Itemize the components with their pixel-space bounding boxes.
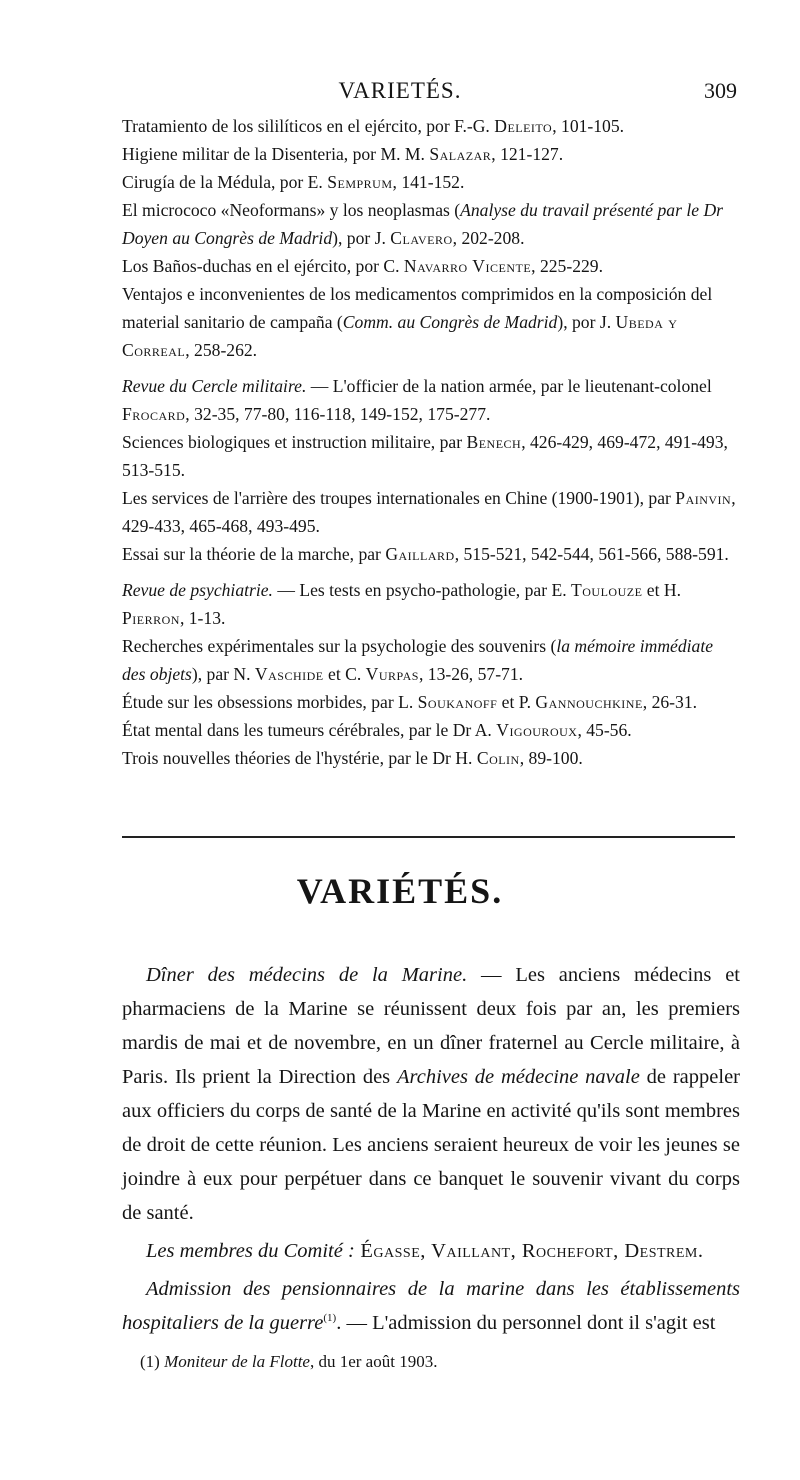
- bib-text: ), por J.: [557, 312, 616, 332]
- footnote-text: , du 1er août 1903.: [309, 1352, 438, 1371]
- bib-author: Salazar: [429, 144, 492, 164]
- bib-author: Painvin: [675, 488, 732, 508]
- bib-text: et P.: [497, 692, 536, 712]
- bib-pages: , 429-433, 465-468, 493-495.: [122, 488, 736, 536]
- bib-author: Colin: [476, 748, 520, 768]
- bib-author: Frocard: [122, 404, 186, 424]
- bib-journal-entry: [122, 576, 740, 632]
- paragraph-heading: Admission des pensionnaires de la marine dans les établissements hospitaliers de la guerre: [122, 1278, 740, 1334]
- bib-text: — L'officier de la nation armée, par le lieutenant-colonel: [306, 376, 712, 396]
- footnote-reference: (1): [323, 1312, 337, 1325]
- bib-pages: , 426-429, 469-472, 491-493, 513-515.: [122, 432, 728, 480]
- paragraph-heading: Dîner des médecins de la Marine.: [146, 964, 468, 986]
- bib-text: et C.: [323, 664, 366, 684]
- article-body: [122, 958, 740, 1340]
- bib-author: Gaillard: [385, 544, 455, 564]
- footnote: [140, 1352, 437, 1372]
- bib-entry: [122, 280, 740, 364]
- bib-entry: [122, 688, 740, 716]
- bib-pages: , 89-100.: [519, 748, 583, 768]
- bib-text: ), par N.: [191, 664, 255, 684]
- bib-author: Benech: [466, 432, 522, 452]
- bib-author: Toulouze: [571, 580, 643, 600]
- bib-pages: , 45-56.: [577, 720, 632, 740]
- section-divider: [122, 836, 735, 838]
- paragraph-text: de rappeler aux officiers du corps de santé de la Marine en activité qu'ils sont membres de droit de cette réunion. Les anciens seraient heureux de voir les jeunes se joindre à eux pour perpétuer dans ce banquet le souvenir vivant du corps de santé.: [122, 1066, 741, 1224]
- bib-pages: , 13-26, 57-71.: [418, 664, 524, 684]
- bib-text: Cirugía de la Médula, por E.: [122, 172, 328, 192]
- journal-title: Revue de psychiatrie.: [122, 580, 273, 600]
- footnote-marker: (1): [140, 1352, 160, 1371]
- bib-pages: , 32-35, 77-80, 116-118, 149-152, 175-277.: [185, 404, 491, 424]
- bib-author: Pierron: [122, 608, 180, 628]
- bib-author: Clavero: [390, 228, 453, 248]
- footnote-source: Moniteur de la Flotte: [164, 1352, 310, 1371]
- bib-author: Navarro Vicente: [403, 256, 532, 276]
- bib-author: Deleito: [494, 116, 553, 136]
- bib-journal-entry: [122, 372, 740, 428]
- bib-entry: [122, 428, 740, 484]
- bib-text: — Les tests en psycho-pathologie, par E.: [272, 580, 571, 600]
- bib-pages: , 141-152.: [392, 172, 465, 192]
- bib-entry: [122, 252, 740, 280]
- bib-text: Trois nouvelles théories de l'hystérie, par le Dr H.: [122, 748, 477, 768]
- bib-pages: , 121-127.: [491, 144, 564, 164]
- bib-text: Les services de l'arrière des troupes internationales en Chine (1900-1901), par: [122, 488, 676, 508]
- bib-text: Ventajos e inconvenientes de los medicamentos comprimidos en la composición del material sanitario de campaña (: [122, 284, 713, 332]
- bib-pages: , 515-521, 542-544, 561-566, 588-591.: [454, 544, 729, 564]
- section-title: VARIÉTÉS.: [296, 871, 504, 911]
- bib-author: Ubeda y Correal: [122, 312, 678, 360]
- bib-pages: , 101-105.: [552, 116, 625, 136]
- paragraph-heading: Les membres du Comité :: [146, 1240, 355, 1262]
- bib-author: Soukanoff: [417, 692, 498, 712]
- bib-entry: [122, 632, 740, 688]
- bib-text: Essai sur la théorie de la marche, par: [122, 544, 386, 564]
- bib-entry: [122, 140, 740, 168]
- paragraph-text: . — L'admission du personnel dont il s'agit est: [336, 1312, 716, 1334]
- page-number: 309: [704, 78, 737, 103]
- paragraph: [122, 958, 740, 1230]
- bibliography: [122, 112, 740, 772]
- bib-italic: Analyse du travail présenté par le Dr Doyen au Congrès de Madrid: [122, 200, 723, 248]
- bib-text: Higiene militar de la Disenteria, por M. M.: [122, 144, 430, 164]
- bib-pages: , 26-31.: [642, 692, 698, 712]
- bib-entry: [122, 196, 740, 252]
- bib-italic: la mémoire immédiate des objets: [122, 636, 714, 684]
- bib-entry: [122, 168, 740, 196]
- journal-title: Revue du Cercle militaire.: [122, 376, 307, 396]
- bib-author: Vigouroux: [496, 720, 578, 740]
- bib-text: État mental dans les tumeurs cérébrales, par le Dr A.: [122, 720, 497, 740]
- bib-author: Gannouchkine: [535, 692, 643, 712]
- paragraph: [122, 1272, 740, 1340]
- bib-entry: [122, 484, 740, 540]
- paragraph: [122, 1234, 740, 1268]
- paragraph-text: — Les anciens médecins et pharmaciens de la Marine se réunissent deux fois par an, les premiers mardis de mai et de novembre, en un dîner fraternel au Cercle militaire, à Paris. Ils prient la Direction des: [122, 964, 741, 1088]
- bib-text: Tratamiento de los sililíticos en el ejército, por F.-G.: [122, 116, 495, 136]
- bib-text: et H.: [642, 580, 682, 600]
- bib-entry: [122, 716, 740, 744]
- bib-pages: , 258-262.: [185, 340, 258, 360]
- bib-entry: [122, 540, 740, 568]
- bib-pages: , 202-208.: [452, 228, 525, 248]
- bib-author: Vurpas: [365, 664, 419, 684]
- bib-text: El micrococo «Neoformans» y los neoplasmas (: [122, 200, 461, 220]
- bib-text: Étude sur les obsessions morbides, par L.: [122, 692, 418, 712]
- bib-author: Semprum: [327, 172, 393, 192]
- bib-text: Sciences biologiques et instruction militaire, par: [122, 432, 467, 452]
- bib-text: ), por J.: [332, 228, 391, 248]
- bib-pages: , 225-229.: [531, 256, 603, 276]
- committee-names: Égasse, Vaillant, Rochefort, Destrem.: [354, 1240, 704, 1262]
- bib-entry: [122, 112, 740, 140]
- bib-author: Vaschide: [254, 664, 324, 684]
- bib-entry: [122, 744, 740, 772]
- paragraph-italic: Archives de médecine navale: [396, 1066, 640, 1088]
- running-title: VARIETÉS.: [338, 78, 462, 103]
- bib-text: Los Baños-duchas en el ejército, por C.: [122, 256, 404, 276]
- bib-italic: Comm. au Congrès de Madrid: [342, 312, 558, 332]
- bib-text: Recherches expérimentales sur la psychologie des souvenirs (: [122, 636, 557, 656]
- bib-pages: , 1-13.: [179, 608, 226, 628]
